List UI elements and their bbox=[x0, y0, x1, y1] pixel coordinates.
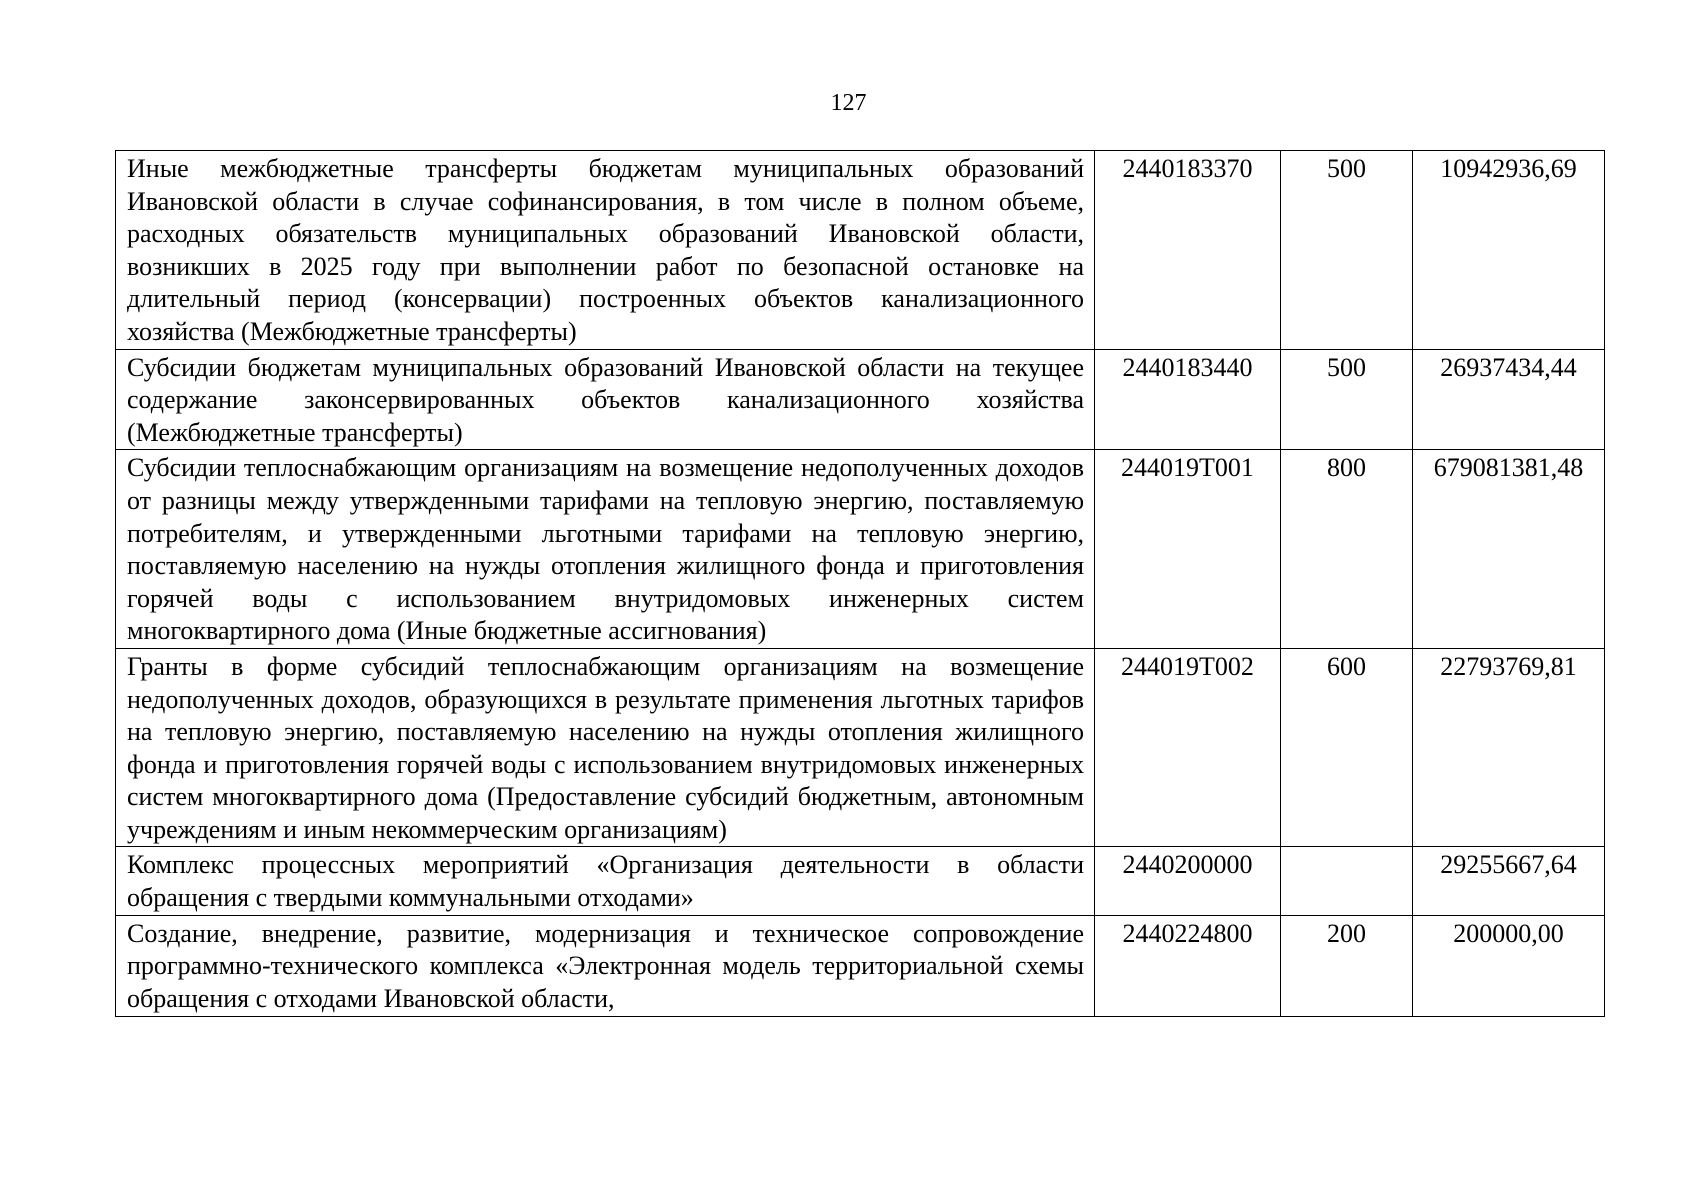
row-target-code: 2440200000 bbox=[1095, 847, 1281, 915]
table-row bbox=[116, 648, 1605, 847]
row-expense-type: 500 bbox=[1281, 349, 1413, 450]
row-expense-type bbox=[1281, 847, 1413, 915]
budget-table bbox=[115, 150, 1605, 1017]
row-description-text: Создание, внедрение, развитие, модернизация и техническое сопровождение программно-технического комплекса «Электронная модель территориальной схемы обращения с отходами Ивановской области, bbox=[127, 918, 1084, 1013]
row-description: Иные межбюджетные трансферты бюджетам муниципальных образований Ивановской области в случае софинансирования, в том числе в полном объеме, расходных обязательств муниципальных образований Ивановской области, возникших в 2025 году при выполнении работ по безопасной остановке на длительный период (консервации) построенных объектов канализационного хозяйства (Межбюджетные трансферты) bbox=[116, 151, 1095, 350]
table-row bbox=[116, 151, 1605, 350]
row-target-code: 244019Т002 bbox=[1095, 648, 1281, 847]
row-target-code: 2440183370 bbox=[1095, 151, 1281, 350]
table-row bbox=[116, 847, 1605, 915]
table-row bbox=[116, 349, 1605, 450]
row-expense-type: 500 bbox=[1281, 151, 1413, 350]
row-amount: 10942936,69 bbox=[1413, 151, 1605, 350]
row-expense-type: 200 bbox=[1281, 915, 1413, 1016]
row-amount: 26937434,44 bbox=[1413, 349, 1605, 450]
row-target-code: 244019Т001 bbox=[1095, 450, 1281, 649]
row-amount: 200000,00 bbox=[1413, 915, 1605, 1016]
row-description: Субсидии теплоснабжающим организациям на возмещение недополученных доходов от разницы между утвержденными тарифами на тепловую энергию, поставляемую потребителям, и утвержденными льготными тарифами на тепловую энергию, поставляемую населению на нужды отопления жилищного фонда и приготовления горячей воды с использованием внутридомовых инженерных систем многоквартирного дома (Иные бюджетные ассигнования) bbox=[116, 450, 1095, 649]
row-description: Субсидии бюджетам муниципальных образований Ивановской области на текущее содержание законсервированных объектов канализационного хозяйства (Межбюджетные трансферты) bbox=[116, 349, 1095, 450]
row-amount: 679081381,48 bbox=[1413, 450, 1605, 649]
row-target-code: 2440224800 bbox=[1095, 915, 1281, 1016]
row-expense-type: 600 bbox=[1281, 648, 1413, 847]
row-amount: 29255667,64 bbox=[1413, 847, 1605, 915]
row-description: Комплекс процессных мероприятий «Организация деятельности в области обращения с твердыми коммунальными отходами» bbox=[116, 847, 1095, 915]
row-description bbox=[116, 915, 1095, 1016]
row-target-code: 2440183440 bbox=[1095, 349, 1281, 450]
row-description: Гранты в форме субсидий теплоснабжающим организациям на возмещение недополученных доходов, образующихся в результате применения льготных тарифов на тепловую энергию, поставляемую населению на нужды отопления жилищного фонда и приготовления горячей воды с использованием внутридомовых инженерных систем многоквартирного дома (Предоставление субсидий бюджетным, автономным учреждениям и иным некоммерческим организациям) bbox=[116, 648, 1095, 847]
row-expense-type: 800 bbox=[1281, 450, 1413, 649]
row-amount: 22793769,81 bbox=[1413, 648, 1605, 847]
page-number: 127 bbox=[830, 90, 867, 116]
table-row bbox=[116, 915, 1605, 1016]
table-row bbox=[116, 450, 1605, 649]
